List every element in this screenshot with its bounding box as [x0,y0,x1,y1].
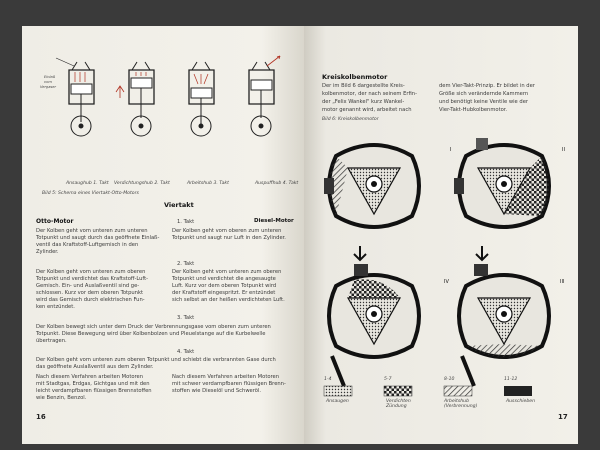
stroke-label-3: Arbeitshub 3. Takt [187,181,229,186]
legend-swatches [324,386,532,396]
left-page: Einlaß vom Vergaser Ansaughub 1. Takt Verdichtungshub 2. Takt Arbeitshub 3. Takt Auspuffhub 4. Takt Bild 5: Schema eines Viertakt-Otto-Motors Viertakt Otto-Motor Diesel-Motor 1. Takt Der Kolben geht vom unteren zum unteren Totpunkt und saugt durch das geöffnete Einlaß- ventil das Kraftstoff-Luftgemisch in den Zylinder. Der Kolben geht vom oberen zum unteren Totpunkt und saugt nur Luft in den Zylinder. 2. Takt Der Kolben geht vom unteren zum oberen Totpunkt und verdichtet das Kraftstoff-Luft- Gemisch. Ein- und Auslaßventil sind ge- schlossen. Kurz vor dem oberen Totpunkt wird das Gemisch durch elektrischen Fun- ken entzündet. Der Kolben geht vom unteren zum oberen Totpunkt und verdichtet die angesaugte Luft. Kurz vor dem oberen Totpunkt wird der Kraftstoff eingespritzt. Er entzündet sich selbst an der heißen verdichteten Luft. 3. Takt Der Kolben bewegt sich unter dem Druck der Verbrennungsgase vom oberen zum unteren Totpunkt. Diese Bewegung wird über Kolbenbolzen und Pleuelstange auf die Kurbelwelle übertragen. 4. Takt Der Kolben geht vom unteren zum oberen Totpunkt und schiebt die verbrannten Gase durch das geöffnete Auslaßventil aus dem Zylinder. Nach diesem Verfahren arbeiten Motoren mit Stadtgas, Erdgas, Gichtgas und mit den leicht verdampfbaren flüssigen Brennstoffen wie Benzin, Benzol. Nach diesem Verfahren arbeiten Motoren mit schwer verdampfbaren flüssigen Brenn- stoffen wie Dieselöl und Schweröl. 16 [22,26,304,444]
stroke-label-1: Ansaughub 1. Takt [66,181,109,186]
phase-label-4: IV [444,279,449,285]
stroke-label-4: Auspuffhub 4. Takt [255,181,299,186]
page-number-left: 16 [36,413,46,421]
stroke-label-2: Verdichtungshub 2. Takt [114,181,170,186]
phase-label-2: II [562,147,565,153]
takt-4-label: 4. Takt [177,349,195,355]
callout-einlass: Einlaß [44,75,56,79]
takt-1-label: 1. Takt [177,219,195,225]
diesel-heading: Diesel-Motor [254,218,294,224]
book-spread [22,26,578,444]
callout-vergaser: Vergaser [40,85,56,89]
phase-label-3: III [560,279,565,285]
section-title: Viertakt [164,201,194,209]
takt-3-label: 3. Takt [177,315,195,321]
right-title: Kreiskolbenmotor [322,73,388,81]
figure-caption: Bild 5: Schema eines Viertakt-Otto-Motors [42,191,139,196]
otto-heading: Otto-Motor [36,218,74,225]
four-stroke-diagram [22,26,304,146]
right-page: Kreiskolbenmotor Der im Bild 6 dargestellte Kreis- kolbenmotor, der nach seinem Erfin- der „Felix Wankel" kurz Wankel- motor genannt wird, arbeitet nach dem Vier-Takt-Prinzip. Er bildet in der Größe sich verändernde Kammern und benötigt keine Ventile wie der Vier-Takt-Hubkolbenmotor. Bild 6: Kreiskolbenmotor I II IV III 1-4 Ansaugen 5-7 Verdichten Zündung 8-10 Arbeitshub (Verbrennung) 11-12 Ausschieben 17 [304,26,578,444]
phase-label-1: I [450,147,452,153]
callout-vom: vom [44,80,52,84]
page-number-right: 17 [558,413,568,421]
takt-2-label: 2. Takt [177,261,195,267]
right-figure-caption: Bild 6: Kreiskolbenmotor [322,117,379,122]
wankel-diagram [304,121,578,441]
